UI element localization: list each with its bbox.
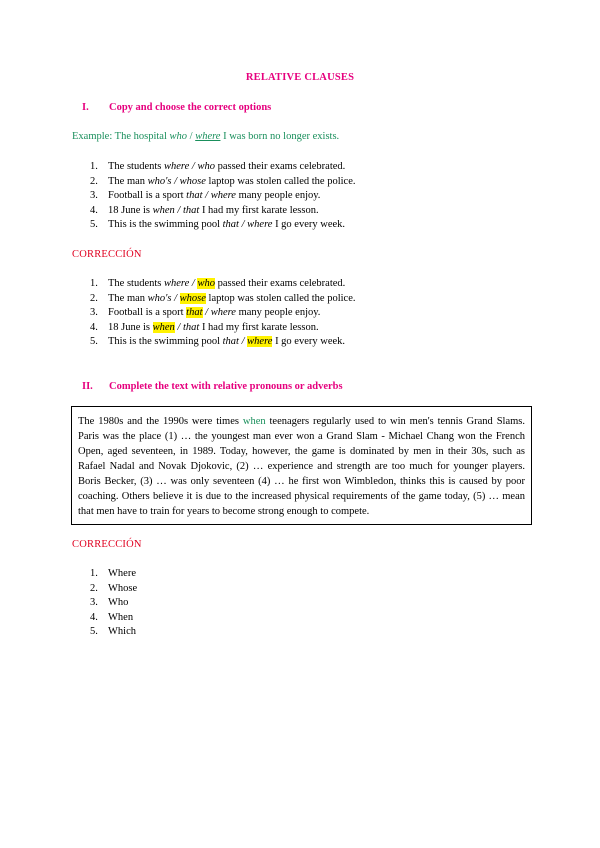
option-separator: / <box>241 219 245 231</box>
section-2-number: II. <box>82 381 93 392</box>
item-text: I go every week. <box>275 336 346 348</box>
item-number: 3. <box>90 307 98 319</box>
answer-text: Where <box>108 568 136 579</box>
example-sentence <box>72 130 339 145</box>
item-number: 5. <box>90 336 98 348</box>
option-separator: / <box>174 175 178 187</box>
item-text: This is the swimming pool <box>108 336 221 348</box>
item-number: 4. <box>90 611 98 623</box>
option-separator: / <box>241 336 245 348</box>
item-text: laptop was stolen called the police. <box>208 292 356 304</box>
section-1-title: Copy and choose the correct options <box>109 102 272 113</box>
option-a: who's <box>147 292 172 304</box>
list-item <box>90 321 356 336</box>
list-item <box>90 160 356 175</box>
list-item <box>90 292 356 307</box>
section-2-title: Complete the text with relative pronouns or adverbs <box>109 381 343 392</box>
page-title: RELATIVE CLAUSES <box>245 72 355 83</box>
item-text: many people enjoy. <box>238 190 321 202</box>
correct-answer-highlight: when <box>152 321 175 333</box>
item-number: 2. <box>90 292 98 304</box>
correction-2-label: CORRECCIÓN <box>72 539 142 550</box>
cloze-text-box <box>71 406 532 525</box>
list-item <box>90 596 137 611</box>
item-text: Football is a sport <box>108 307 184 319</box>
option-b: where <box>210 307 236 319</box>
list-item <box>90 175 356 190</box>
option-separator: / <box>174 292 178 304</box>
item-text: This is the swimming pool <box>108 219 221 231</box>
option-separator: / <box>191 161 195 172</box>
example-suffix: I was born no longer exists. <box>223 131 340 142</box>
option-separator: / <box>205 307 209 319</box>
option-separator: / <box>191 278 195 289</box>
correct-answer-highlight: where <box>247 336 273 348</box>
item-text: passed their exams celebrated. <box>217 278 346 289</box>
cloze-text-body: teenagers regularly used to win men's tennis Grand Slams. Paris was the place (1) … the youngest man ever won a Grand Slam - Michael Chang won the French Open, aged seventeen, in 1989. Today, however, the game is dominated by men in their 30s, such as Rafael Nadal and Novak Djokovic, (2) … experience and strength are too much for younger players. Boris Becker, (3) … was only seventeen (4) … he first won Wimbledon, thinks this is caused by poor coaching. Others believe it is due to the increased physical requirements of the game today, (5) … mean that men have to train for years to become strong enough to compete. <box>78 416 525 517</box>
item-text: 18 June is <box>108 321 150 333</box>
item-number: 2. <box>90 582 98 594</box>
option-a: where <box>164 161 190 172</box>
item-number: 4. <box>90 204 98 216</box>
correct-answer-highlight: who <box>197 278 215 289</box>
option-a: that <box>222 336 239 348</box>
list-item <box>90 218 356 233</box>
exercise-list <box>90 160 356 233</box>
option-b: that <box>182 321 200 333</box>
item-number: 1. <box>90 278 98 289</box>
item-number: 5. <box>90 219 98 231</box>
option-a: that <box>222 219 239 231</box>
section-1-heading <box>82 101 271 116</box>
item-number: 3. <box>90 190 98 202</box>
option-a: when <box>152 204 175 216</box>
option-separator: / <box>205 190 209 202</box>
list-item <box>90 335 356 350</box>
item-number: 3. <box>90 597 98 609</box>
list-item <box>90 277 356 292</box>
list-item <box>90 582 137 597</box>
option-b: who <box>197 161 215 172</box>
cloze-example-word: when <box>242 416 266 427</box>
list-item <box>90 204 356 219</box>
item-text: Football is a sport <box>108 190 184 202</box>
item-number: 1. <box>90 568 98 579</box>
item-text: I had my first karate lesson. <box>201 204 319 216</box>
example-option-2: where <box>195 131 221 142</box>
list-item <box>90 625 137 640</box>
correction-2-list <box>90 567 137 640</box>
list-item <box>90 189 356 204</box>
item-text: I go every week. <box>275 219 346 231</box>
item-number: 4. <box>90 321 98 333</box>
item-number: 5. <box>90 626 98 638</box>
list-item <box>90 567 137 582</box>
correct-answer-highlight: whose <box>179 292 206 304</box>
item-text: 18 June is <box>108 204 150 216</box>
option-a: that <box>186 190 203 202</box>
answer-text: Who <box>108 597 129 609</box>
section-1-number: I. <box>82 102 89 113</box>
item-text: The man <box>108 292 146 304</box>
option-a: who's <box>147 175 172 187</box>
option-b: where <box>247 219 273 231</box>
option-a: where <box>164 278 190 289</box>
item-text: laptop was stolen called the police. <box>208 175 356 187</box>
list-item <box>90 306 356 321</box>
answer-text: Whose <box>108 582 138 594</box>
option-b: that <box>182 204 200 216</box>
cloze-text-start: The 1980s and the 1990s were times <box>78 416 239 427</box>
item-text: many people enjoy. <box>238 307 321 319</box>
section-2-heading <box>82 380 343 395</box>
item-number: 1. <box>90 161 98 172</box>
list-item <box>90 611 137 626</box>
option-separator: / <box>177 321 181 333</box>
correct-answer-highlight: that <box>186 307 203 319</box>
answer-text: When <box>108 611 134 623</box>
answer-text: Which <box>108 626 136 638</box>
item-text: The students <box>108 161 162 172</box>
correction-1-label: CORRECCIÓN <box>72 249 142 260</box>
correction-1-list <box>90 277 356 350</box>
example-prefix: Example: The hospital <box>72 131 167 142</box>
item-text: passed their exams celebrated. <box>217 161 346 172</box>
example-separator: / <box>189 131 193 142</box>
option-b: whose <box>179 175 206 187</box>
item-text: The students <box>108 278 162 289</box>
item-text: I had my first karate lesson. <box>201 321 319 333</box>
example-option-1: who <box>169 131 188 142</box>
item-number: 2. <box>90 175 98 187</box>
option-separator: / <box>177 204 181 216</box>
option-b: where <box>210 190 236 202</box>
item-text: The man <box>108 175 146 187</box>
